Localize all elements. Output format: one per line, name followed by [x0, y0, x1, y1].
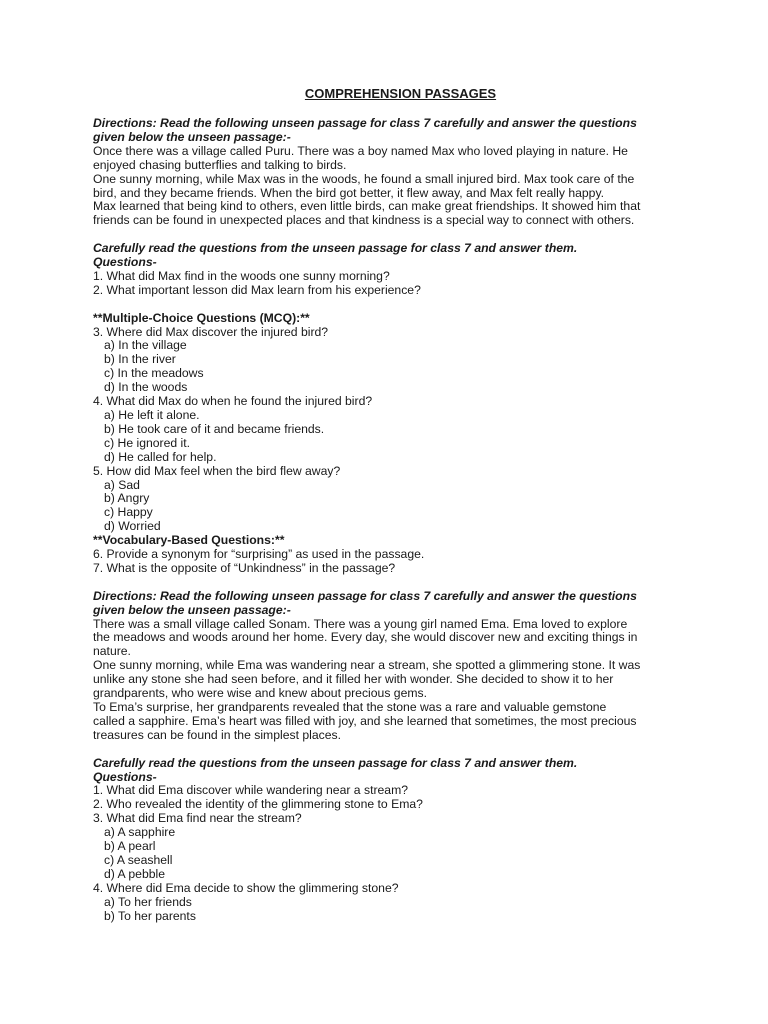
directions-line: given below the unseen passage:-: [93, 129, 291, 144]
instruction-1: Carefully read the questions from the unseen passage for class 7 and answer them.: [93, 241, 578, 256]
questions-heading-2: Questions-: [93, 769, 157, 784]
mcq-question: 4. Where did Ema decide to show the glimmering stone?: [93, 880, 399, 895]
mcq-question: 3. What did Ema find near the stream?: [93, 811, 302, 826]
directions-1: [93, 117, 698, 145]
passage-line: nature.: [93, 644, 131, 659]
passage-line: bird, and they became friends. When the bird got better, it flew away, and Max felt really happy.: [93, 185, 605, 200]
mcq-option: a) A sapphire: [104, 825, 176, 840]
passage-line: One sunny morning, while Max was in the woods, he found a small injured bird. Max took care of the: [93, 171, 635, 186]
directions-line: Directions: Read the following unseen passage for class 7 carefully and answer the questions: [93, 588, 637, 603]
mcq-option: c) A seashell: [104, 852, 173, 867]
mcq-option: a) Sad: [104, 477, 140, 492]
mcq-question: 3. Where did Max discover the injured bird?: [93, 324, 329, 339]
mcq-option: d) A pebble: [104, 866, 165, 881]
directions-line: Directions: Read the following unseen passage for class 7 carefully and answer the questions: [93, 116, 637, 130]
mcq-option: c) He ignored it.: [104, 435, 191, 450]
mcq-option: c) Happy: [104, 505, 153, 520]
passage-line: To Ema’s surprise, her grandparents revealed that the stone was a rare and valuable gemstone: [93, 700, 607, 715]
question-item: 2. What important lesson did Max learn from his experience?: [93, 282, 421, 297]
instruction-2: Carefully read the questions from the unseen passage for class 7 and answer them.: [93, 755, 578, 770]
mcq-heading: **Multiple-Choice Questions (MCQ):**: [93, 310, 310, 325]
mcq-option: d) He called for help.: [104, 449, 217, 464]
passage-line: treasures can be found in the simplest places.: [93, 727, 341, 742]
passage-line: grandparents, who were wise and knew about precious gems.: [93, 686, 427, 701]
directions-line: given below the unseen passage:-: [93, 602, 291, 617]
page-title: COMPREHENSION PASSAGES: [304, 86, 497, 101]
vocab-question: 6. Provide a synonym for “surprising” as used in the passage.: [93, 547, 425, 562]
passage-line: enjoyed chasing butterflies and talking to birds.: [93, 157, 347, 172]
section-2: [93, 590, 698, 924]
vocab-question: 7. What is the opposite of “Unkindness” in the passage?: [93, 560, 396, 575]
mcq-option: d) Worried: [104, 519, 161, 534]
passage-line: unlike any stone she had seen before, and it filled her with wonder. She decided to show it to her: [93, 672, 614, 687]
passage-line: Once there was a village called Puru. There was a boy named Max who loved playing in nature. He: [93, 143, 628, 158]
mcq-option: a) In the village: [104, 338, 187, 353]
questions-heading-1: Questions-: [93, 255, 157, 270]
question-item: 1. What did Ema discover while wandering near a stream?: [93, 783, 408, 798]
question-item: 1. What did Max find in the woods one sunny morning?: [93, 268, 390, 283]
mcq-option: d) In the woods: [104, 380, 188, 395]
passage-line: One sunny morning, while Ema was wandering near a stream, she spotted a glimmering stone. It was: [93, 658, 641, 673]
mcq-question: 5. How did Max feel when the bird flew away?: [93, 463, 341, 478]
mcq-option: b) Angry: [104, 491, 150, 506]
mcq-option: b) A pearl: [104, 839, 156, 854]
passage-2: [93, 618, 698, 743]
mcq-option: b) To her parents: [104, 908, 196, 923]
mcq-option: c) In the meadows: [104, 366, 204, 381]
mcq-option: a) He left it alone.: [104, 408, 200, 422]
passage-1: [93, 145, 698, 228]
mcq-option: a) To her friends: [104, 894, 192, 909]
mcq-question: 4. What did Max do when he found the injured bird?: [93, 394, 373, 409]
mcq-option: b) In the river: [104, 352, 176, 367]
passage-line: called a sapphire. Ema’s heart was filled with joy, and she learned that sometimes, the most precious: [93, 713, 637, 728]
directions-2: [93, 590, 698, 618]
section-1: [93, 117, 698, 576]
vocab-heading: **Vocabulary-Based Questions:**: [93, 533, 285, 548]
passage-line: Max learned that being kind to others, even little birds, can make great friendships. It showed him that: [93, 199, 641, 214]
passage-line: There was a small village called Sonam. There was a young girl named Ema. Ema loved to explore: [93, 616, 628, 631]
passage-line: friends can be found in unexpected places and that kindness is a special way to connect with others.: [93, 213, 635, 228]
passage-line: the meadows and woods around her home. Every day, she would discover new and exciting things in: [93, 630, 638, 645]
mcq-option: b) He took care of it and became friends.: [104, 421, 325, 436]
question-item: 2. Who revealed the identity of the glimmering stone to Ema?: [93, 797, 423, 812]
